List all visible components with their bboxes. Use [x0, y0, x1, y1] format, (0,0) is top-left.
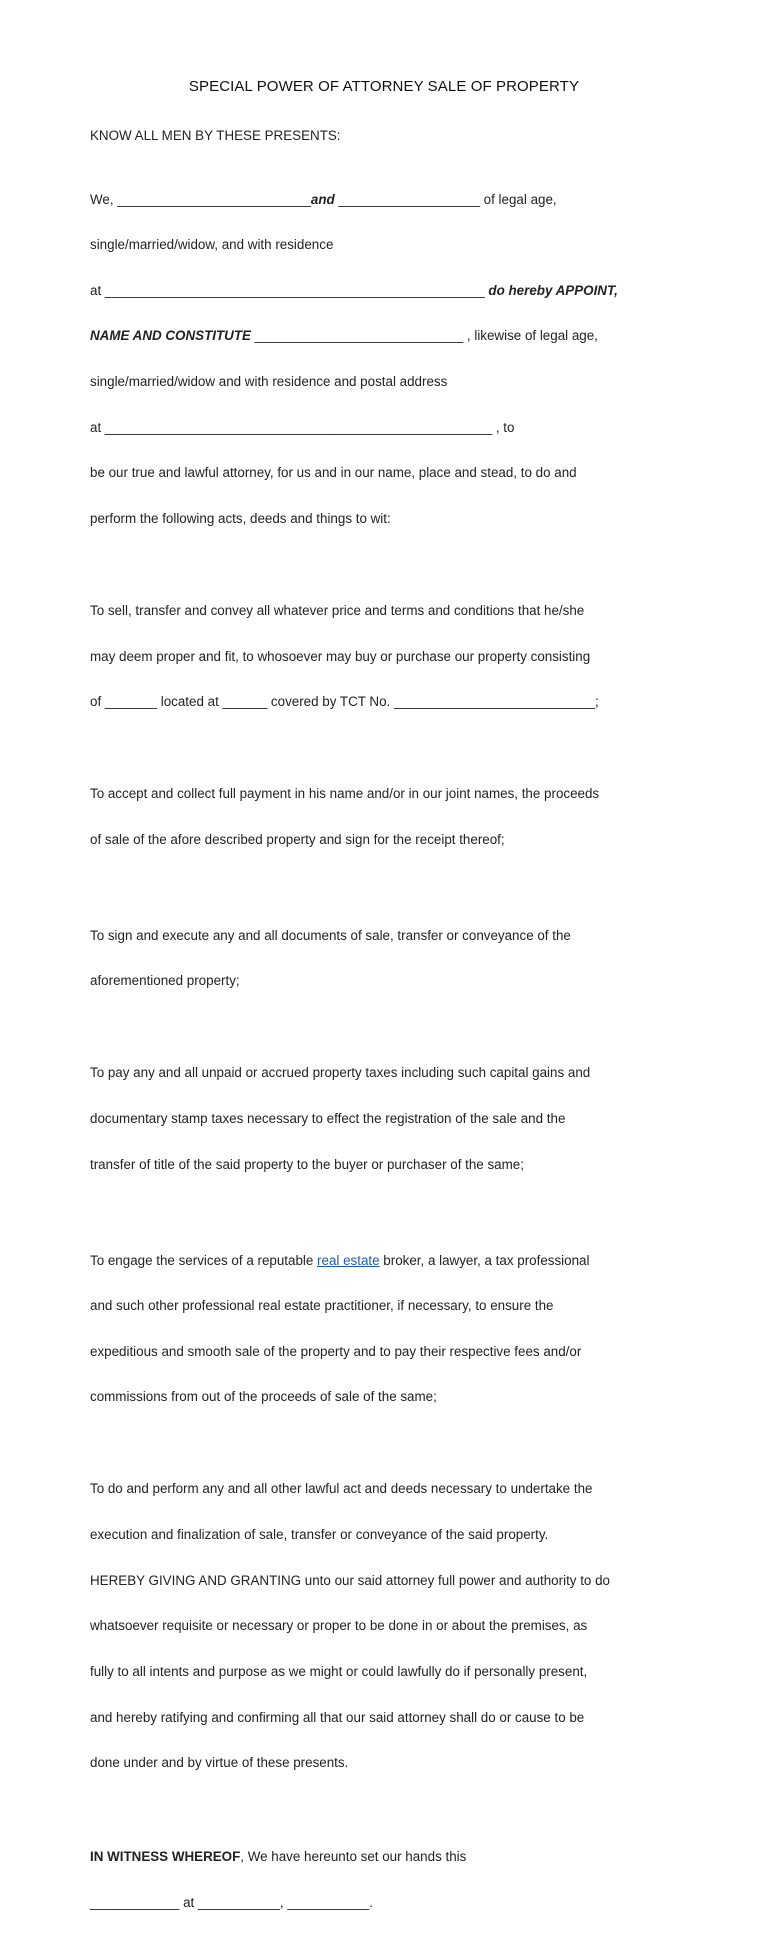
collect-line-2: of sale of the afore described property and sign for the receipt thereof; — [90, 831, 505, 847]
engage-line-2: and such other professional real estate practitioner, if necessary, to ensure the — [90, 1298, 554, 1314]
witness-line-2: ____________ at ___________, ___________. — [90, 1894, 373, 1910]
lawful-line-1: To do and perform any and all other lawful act and deeds necessary to undertake the — [90, 1481, 593, 1497]
parties-line-6: at ____________________________________________________ , to — [90, 419, 515, 435]
sell-line-2: may deem proper and fit, to whosoever may buy or purchase our property consisting — [90, 648, 591, 664]
sign-paragraph — [90, 897, 690, 1019]
witness-paragraph — [90, 1819, 690, 1940]
document-body — [90, 128, 690, 1940]
sell-line-1: To sell, transfer and convey all whatever price and terms and conditions that he/she — [90, 602, 585, 618]
engage-line-3: expeditious and smooth sale of the property and to pay their respective fees and/or — [90, 1343, 582, 1359]
document-title: SPECIAL POWER OF ATTORNEY SALE OF PROPERTY — [188, 78, 580, 95]
sell-line-3: of _______ located at ______ covered by TCT No. ___________________________; — [90, 694, 599, 710]
parties-line-4b: ____________________________ , likewise of legal age, — [250, 328, 598, 344]
witness-line-1b: , We have hereunto set our hands this — [240, 1849, 467, 1865]
parties-line-1-and: and — [310, 191, 335, 207]
parties-line-3-appoint: do hereby APPOINT, — [488, 282, 618, 298]
collect-paragraph — [90, 756, 690, 878]
lawful-acts-paragraph — [90, 1451, 690, 1801]
collect-line-1: To accept and collect full payment in his name and/or in our joint names, the proceeds — [90, 786, 600, 802]
parties-paragraph — [90, 161, 690, 556]
greeting-paragraph: KNOW ALL MEN BY THESE PRESENTS: — [90, 128, 341, 143]
taxes-line-3: transfer of title of the said property to the buyer or purchaser of the same; — [90, 1156, 524, 1172]
engage-line-1a: To engage the services of a reputable — [90, 1252, 318, 1268]
engage-paragraph — [90, 1222, 690, 1435]
parties-line-7: be our true and lawful attorney, for us and in our name, place and stead, to do and — [90, 465, 577, 481]
sign-line-1: To sign and execute any and all documents of sale, transfer or conveyance of the — [90, 927, 571, 943]
parties-line-2: single/married/widow, and with residence — [90, 237, 334, 253]
parties-line-1c: ___________________ of legal age, — [334, 191, 557, 207]
sell-paragraph — [90, 572, 690, 739]
taxes-paragraph — [90, 1035, 690, 1202]
lawful-line-4: whatsoever requisite or necessary or proper to be done in or about the premises, as — [90, 1618, 588, 1634]
parties-line-3a: at ___________________________________________________ — [90, 282, 489, 298]
parties-line-4-constitute: NAME AND CONSTITUTE — [90, 328, 251, 344]
lawful-line-7: done under and by virtue of these presents. — [90, 1755, 349, 1771]
lawful-line-3: HEREBY GIVING AND GRANTING unto our said attorney full power and authority to do — [90, 1572, 610, 1588]
parties-line-5: single/married/widow and with residence and postal address — [90, 374, 448, 390]
taxes-line-2: documentary stamp taxes necessary to effect the registration of the sale and the — [90, 1110, 566, 1126]
lawful-line-6: and hereby ratifying and confirming all that our said attorney shall do or cause to be — [90, 1709, 585, 1725]
engage-line-4: commissions from out of the proceeds of sale of the same; — [90, 1389, 437, 1405]
parties-line-8: perform the following acts, deeds and things to wit: — [90, 510, 391, 526]
engage-line-1c: broker, a lawyer, a tax professional — [379, 1252, 590, 1268]
taxes-line-1: To pay any and all unpaid or accrued property taxes including such capital gains and — [90, 1065, 591, 1081]
sign-line-2: aforementioned property; — [90, 973, 240, 989]
lawful-line-2: execution and finalization of sale, transfer or conveyance of the said property. — [90, 1527, 549, 1543]
witness-heading: IN WITNESS WHEREOF — [90, 1849, 241, 1865]
lawful-line-5: fully to all intents and purpose as we might or could lawfully do if personally present, — [90, 1663, 588, 1679]
real-estate-link[interactable]: real estate — [317, 1252, 380, 1268]
parties-line-1a: We, __________________________ — [90, 191, 311, 207]
